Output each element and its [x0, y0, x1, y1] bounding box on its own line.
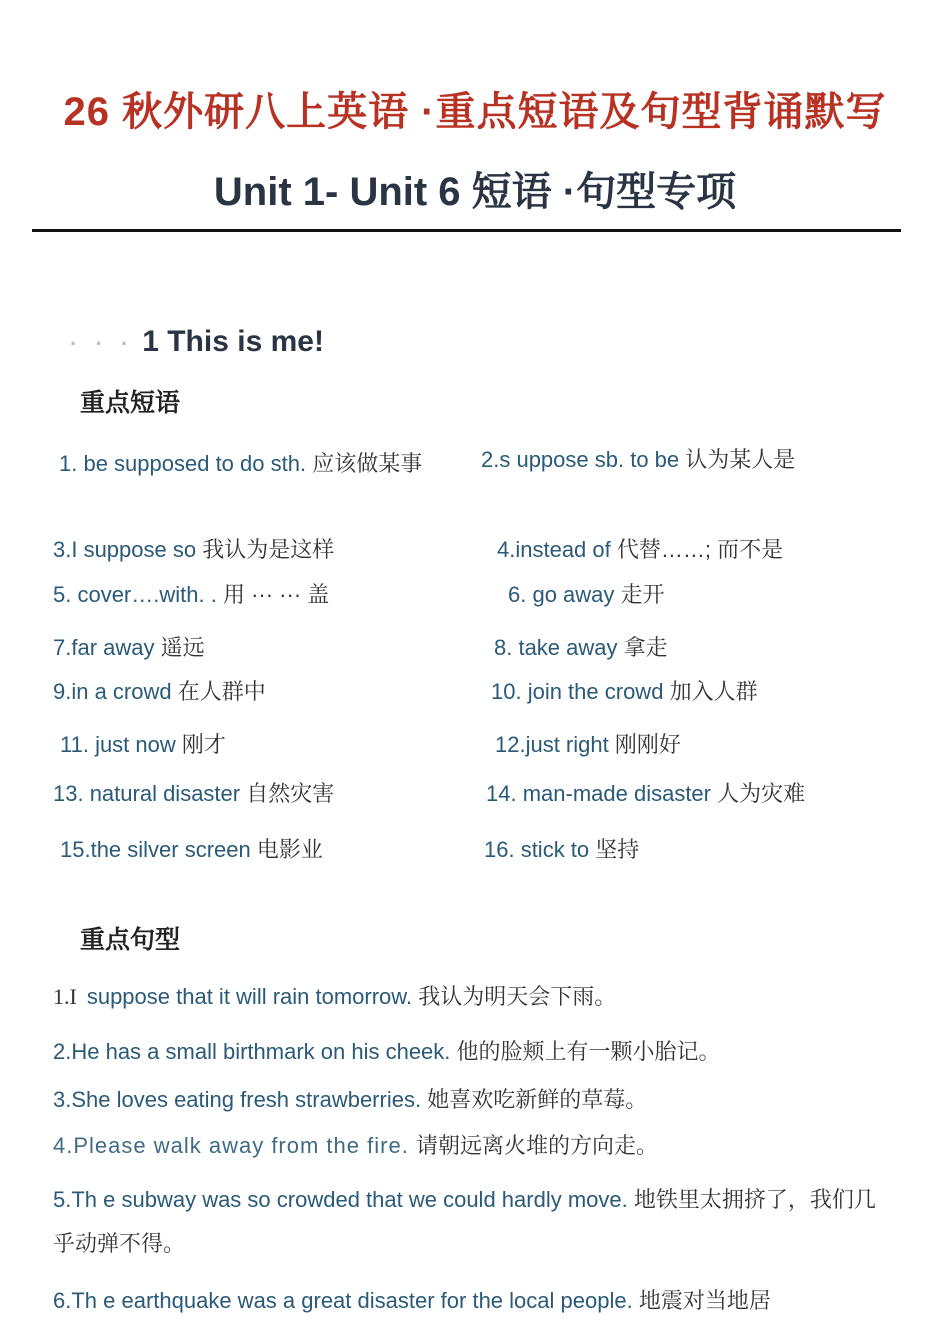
sentence-cn: 地铁里太拥挤了，我们几乎动弹不得。 — [53, 1187, 876, 1256]
phrase-en: 16. stick to — [484, 837, 590, 862]
phrase-en: 10. join the crowd — [491, 679, 664, 704]
phrase-en: 11. just now — [60, 732, 176, 757]
phrase-item-12 — [495, 730, 681, 760]
phrase-en: 6. go away — [508, 582, 615, 607]
sentence-cn: 我认为明天会下雨。 — [418, 984, 617, 1009]
phrase-cn: 刚才 — [181, 732, 226, 757]
phrase-cn: 认为某人是 — [685, 447, 796, 472]
sentence-number: 1.I — [53, 984, 77, 1009]
unit-heading-dots: · · · — [70, 331, 135, 356]
phrase-cn: 刚刚好 — [614, 732, 681, 757]
phrase-cn: 自然灾害 — [246, 781, 335, 806]
phrase-en: 1. be supposed to do sth. — [59, 451, 307, 476]
sentence-item-2 — [53, 1030, 893, 1074]
phrase-item-8 — [494, 633, 668, 663]
phrase-en: 7.far away — [53, 635, 155, 660]
phrase-item-6 — [508, 580, 665, 610]
phrase-en: 12.just right — [495, 732, 609, 757]
phrases-section-title: 重点短语 — [80, 389, 181, 417]
sentence-item-1 — [53, 975, 893, 1019]
phrase-item-14 — [486, 779, 805, 809]
sentence-cn: 请朝远离火堆的方向走。 — [415, 1133, 658, 1158]
phrase-en: 15.the silver screen — [60, 837, 251, 862]
sentence-cn: 他的脸颊上有一颗小胎记。 — [456, 1039, 721, 1064]
unit-heading-text: 1 This is me! — [142, 325, 324, 358]
phrase-cn: 在人群中 — [177, 679, 266, 704]
phrase-en: 3.I suppose so — [53, 537, 197, 562]
sentence-item-4 — [53, 1124, 893, 1168]
sentence-en: 2.He has a small birthmark on his cheek. — [53, 1039, 451, 1064]
phrase-en: 9.in a crowd — [53, 679, 172, 704]
document-title-line2: Unit 1- Unit 6 短语 ·句型专项 — [213, 170, 737, 214]
phrase-cn: 代替……; 而不是 — [616, 537, 784, 562]
phrase-cn: 我认为是这样 — [202, 537, 335, 562]
phrase-en: 13. natural disaster — [53, 781, 241, 806]
sentence-en: 5.Th e subway was so crowded that we could hardly move. — [53, 1187, 628, 1212]
sentence-cn: 她喜欢吃新鲜的草莓。 — [427, 1087, 648, 1112]
sentence-item-6 — [53, 1279, 893, 1323]
phrase-item-10 — [491, 677, 758, 707]
phrase-en: 8. take away — [494, 635, 618, 660]
document-title-line1: 26 秋外研八上英语 ·重点短语及句型背诵默写 — [63, 90, 887, 134]
phrase-cn: 加入人群 — [669, 679, 758, 704]
sentence-item-5 — [53, 1178, 893, 1266]
phrase-cn: 遥远 — [160, 635, 205, 660]
sentence-en: 4.Please walk away from the fire. — [53, 1133, 409, 1158]
phrase-en: 2.s uppose sb. to be — [481, 447, 680, 472]
phrase-item-3 — [53, 535, 334, 565]
phrase-en: 5. cover….with. . — [53, 582, 217, 607]
sentence-en: suppose that it will rain tomorrow. — [86, 984, 413, 1009]
title-divider — [32, 229, 901, 232]
phrase-item-1 — [53, 445, 433, 483]
phrase-item-15 — [60, 835, 323, 865]
phrase-cn: 应该做某事 — [312, 451, 423, 476]
phrase-cn: 电影业 — [256, 837, 323, 862]
phrase-cn: 人为灾难 — [717, 781, 806, 806]
phrase-en: 4.instead of — [497, 537, 611, 562]
sentence-item-3 — [53, 1078, 893, 1122]
sentence-en: 6.Th e earthquake was a great disaster for the local people. — [53, 1288, 633, 1313]
sentence-cn: 地震对当地居 — [638, 1288, 771, 1313]
phrase-cn: 拿走 — [623, 635, 668, 660]
phrase-cn: 坚持 — [595, 837, 640, 862]
unit-heading — [70, 318, 324, 358]
phrase-item-11 — [60, 730, 226, 760]
phrase-item-5 — [53, 580, 329, 610]
phrase-item-2 — [481, 445, 795, 475]
sentences-section-title: 重点句型 — [80, 926, 181, 954]
phrase-item-9 — [53, 677, 266, 707]
phrase-cn: 用 ··· ··· 盖 — [222, 582, 330, 607]
phrase-item-13 — [53, 779, 334, 809]
phrase-en: 14. man-made disaster — [486, 781, 711, 806]
phrase-item-7 — [53, 633, 205, 663]
phrase-item-4 — [497, 535, 783, 565]
phrase-cn: 走开 — [620, 582, 665, 607]
phrase-item-16 — [484, 835, 639, 865]
sentence-en: 3.She loves eating fresh strawberries. — [53, 1087, 422, 1112]
